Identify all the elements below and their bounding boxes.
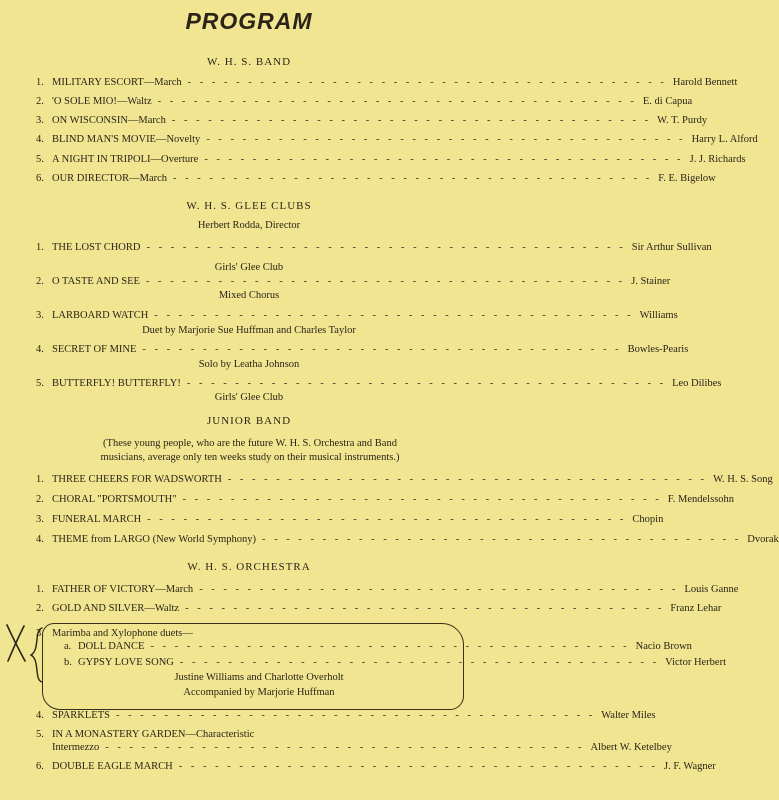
glee-item-note: Mixed Chorus [218,290,280,301]
dot-leader: - - - - - - - - - - - - - - - - - - - - - - - - - - - - - - - - - - - - - - - - [179,657,660,668]
item-number: 2. [36,603,44,614]
item-subtitle: Intermezzo [52,742,100,753]
band-item [36,173,716,187]
dot-leader: - - - - - - - - - - - - - - - - - - - - - - - - - - - - - - - - - - - - - - - - [105,742,585,753]
dot-leader: - - - - - - - - - - - - - - - - - - - - - - - - - - - - - - - - - - - - - - - - [115,710,596,721]
dot-leader: - - - - - - - - - - - - - - - - - - - - - - - - - - - - - - - - - - - - - - - - [145,276,626,287]
item-number: 1. [36,584,44,595]
item-title: GYPSY LOVE SONG [78,657,174,668]
glee-item-note: Solo by Leatha Johnson [198,359,300,370]
item-number: 4. [36,134,44,145]
item-number: 3. [36,514,44,525]
item-title: FUNERAL MARCH [52,514,142,525]
item-intro: Marimba and Xylophone duets— [52,628,193,639]
dot-leader: - - - - - - - - - - - - - - - - - - - - - - - - - - - - - - - - - - - - - - - - [227,474,708,485]
item-title: O TASTE AND SEE [52,276,140,287]
glee-item [36,242,712,256]
item-composer: W. H. S. Song [713,474,773,485]
item-composer: J. Stainer [631,276,671,287]
item-composer: J. J. Richards [689,154,746,165]
item-number: 5. [36,378,44,389]
item-number: 4. [36,534,44,545]
item-composer: Louis Ganne [684,584,739,595]
item-title: LARBOARD WATCH [52,310,149,321]
program-title: PROGRAM [185,8,313,34]
dot-leader: - - - - - - - - - - - - - - - - - - - - - - - - - - - - - - - - - - - - - - - - [146,242,626,253]
item-number: 3. [36,115,44,126]
item-composer: Harold Bennett [672,77,738,88]
junior-heading: JUNIOR BAND [206,415,292,427]
item-composer: Dvorak [747,534,779,545]
item-composer: F. E. Bigelow [658,173,716,184]
orchestra-item [36,584,739,598]
item-composer: W. T. Purdy [657,115,708,126]
junior-item [36,514,664,528]
orchestra-item-continued [52,742,672,756]
dot-leader: - - - - - - - - - - - - - - - - - - - - - - - - - - - - - - - - - - - - - - - - [171,115,652,126]
item-title: MILITARY ESCORT—March [52,77,182,88]
performers-note: Justine Williams and Charlotte Overholt [174,672,344,683]
band-item [36,154,746,168]
item-number: 2. [36,96,44,107]
item-composer: F. Mendelssohn [667,494,735,505]
dot-leader: - - - - - - - - - - - - - - - - - - - - - - - - - - - - - - - - - - - - - - - - [182,494,662,505]
glee-item-note: Duet by Marjorie Sue Huffman and Charles Taylor [142,325,356,336]
item-composer: Chopin [632,514,664,525]
item-number: 3. [36,310,44,321]
item-composer: Harry L. Alford [691,134,758,145]
item-number: 2. [36,494,44,505]
item-number: 5. [36,154,44,165]
dot-leader: - - - - - - - - - - - - - - - - - - - - - - - - - - - - - - - - - - - - - - - - [261,534,742,545]
item-title: DOLL DANCE [78,641,145,652]
item-number: 1. [36,77,44,88]
item-title: FATHER OF VICTORY—March [52,584,194,595]
orchestra-item [36,729,456,743]
dot-leader: - - - - - - - - - - - - - - - - - - - - - - - - - - - - - - - - - - - - - - - - [157,96,637,107]
orchestra-item-3 [36,628,456,642]
dot-leader: - - - - - - - - - - - - - - - - - - - - - - - - - - - - - - - - - - - - - - - - [150,641,630,652]
dot-leader: - - - - - - - - - - - - - - - - - - - - - - - - - - - - - - - - - - - - - - - - [178,761,658,772]
dot-leader: - - - - - - - - - - - - - - - - - - - - - - - - - - - - - - - - - - - - - - - - [142,344,622,355]
dot-leader: - - - - - - - - - - - - - - - - - - - - - - - - - - - - - - - - - - - - - - - - [204,154,684,165]
item-composer: Sir Arthur Sullivan [631,242,712,253]
glee-item [36,378,722,392]
band-item [36,115,708,129]
band-item [36,77,738,91]
accompanist-note: Accompanied by Marjorie Huffman [183,687,335,698]
dot-leader: - - - - - - - - - - - - - - - - - - - - - - - - - - - - - - - - - - - - - - - - [147,514,627,525]
item-title: SECRET OF MINE [52,344,137,355]
orchestra-subitem [64,641,692,655]
orchestra-item [36,710,656,724]
item-composer: Nacio Brown [635,641,692,652]
item-title: CHORAL "PORTSMOUTH" [52,494,177,505]
item-number: 4. [36,344,44,355]
glee-director: Herbert Rodda, Director [197,220,301,231]
glee-heading: W. H. S. GLEE CLUBS [186,200,312,212]
item-composer: Williams [639,310,678,321]
dot-leader: - - - - - - - - - - - - - - - - - - - - - - - - - - - - - - - - - - - - - - - - [154,310,634,321]
item-title: THE LOST CHORD [52,242,141,253]
dot-leader: - - - - - - - - - - - - - - - - - - - - - - - - - - - - - - - - - - - - - - - - [206,134,686,145]
dot-leader: - - - - - - - - - - - - - - - - - - - - - - - - - - - - - - - - - - - - - - - - [199,584,679,595]
item-title: THEME from LARGO (New World Symphony) [52,534,256,545]
item-number: 6. [36,173,44,184]
dot-leader: - - - - - - - - - - - - - - - - - - - - - - - - - - - - - - - - - - - - - - - - [187,77,667,88]
item-title: GOLD AND SILVER—Waltz [52,603,180,614]
item-composer: Franz Lehar [670,603,722,614]
item-title: SPARKLETS [52,710,110,721]
junior-item [36,474,773,488]
glee-item [36,310,678,324]
glee-item [36,276,671,290]
item-title: BLIND MAN'S MOVIE—Novelty [52,134,201,145]
item-number: 4. [36,710,44,721]
dot-leader: - - - - - - - - - - - - - - - - - - - - - - - - - - - - - - - - - - - - - - - - [186,378,667,389]
item-composer: Albert W. Ketelbey [590,742,672,753]
subitem-label: a. [64,641,72,652]
item-number: 6. [36,761,44,772]
item-composer: Bowles-Pearis [627,344,689,355]
item-composer: Walter Miles [601,710,656,721]
orchestra-item [36,603,722,617]
item-number: 2. [36,276,44,287]
junior-description-line: musicians, average only ten weeks study on their musical instruments.) [100,452,400,463]
orchestra-subitem [64,657,727,671]
junior-item [36,534,779,548]
orchestra-item [36,761,716,775]
item-composer: J. F. Wagner [664,761,716,772]
item-title: DOUBLE EAGLE MARCH [52,761,173,772]
glee-item-note: Girls' Glee Club [214,392,284,403]
item-number: 1. [36,474,44,485]
handwritten-x-mark [4,622,28,664]
item-title: THREE CHEERS FOR WADSWORTH [52,474,222,485]
item-title: A NIGHT IN TRIPOLI—Overture [52,154,199,165]
orchestra-heading: W. H. S. ORCHESTRA [187,561,311,573]
item-title: ON WISCONSIN—March [52,115,166,126]
item-title: 'O SOLE MIO!—Waltz [52,96,152,107]
band-heading: W. H. S. BAND [206,56,292,68]
item-composer: E. di Capua [642,96,693,107]
item-title: IN A MONASTERY GARDEN—Characteristic [52,729,255,740]
item-number: 1. [36,242,44,253]
junior-description [30,437,470,465]
item-composer: Leo Dilibes [672,378,722,389]
item-composer: Victor Herbert [665,657,727,668]
glee-item [36,344,689,358]
junior-description-line: (These young people, who are the future W. H. S. Orchestra and Band [103,438,397,449]
band-item [36,134,758,148]
item-number: 5. [36,729,44,740]
band-item [36,96,693,110]
subitem-label: b. [64,657,72,668]
item-number: 3. [36,628,44,639]
glee-item-note: Girls' Glee Club [214,262,284,273]
dot-leader: - - - - - - - - - - - - - - - - - - - - - - - - - - - - - - - - - - - - - - - - [185,603,665,614]
dot-leader: - - - - - - - - - - - - - - - - - - - - - - - - - - - - - - - - - - - - - - - - [173,173,653,184]
item-title: BUTTERFLY! BUTTERFLY! [52,378,181,389]
junior-item [36,494,735,508]
item-title: OUR DIRECTOR—March [52,173,168,184]
